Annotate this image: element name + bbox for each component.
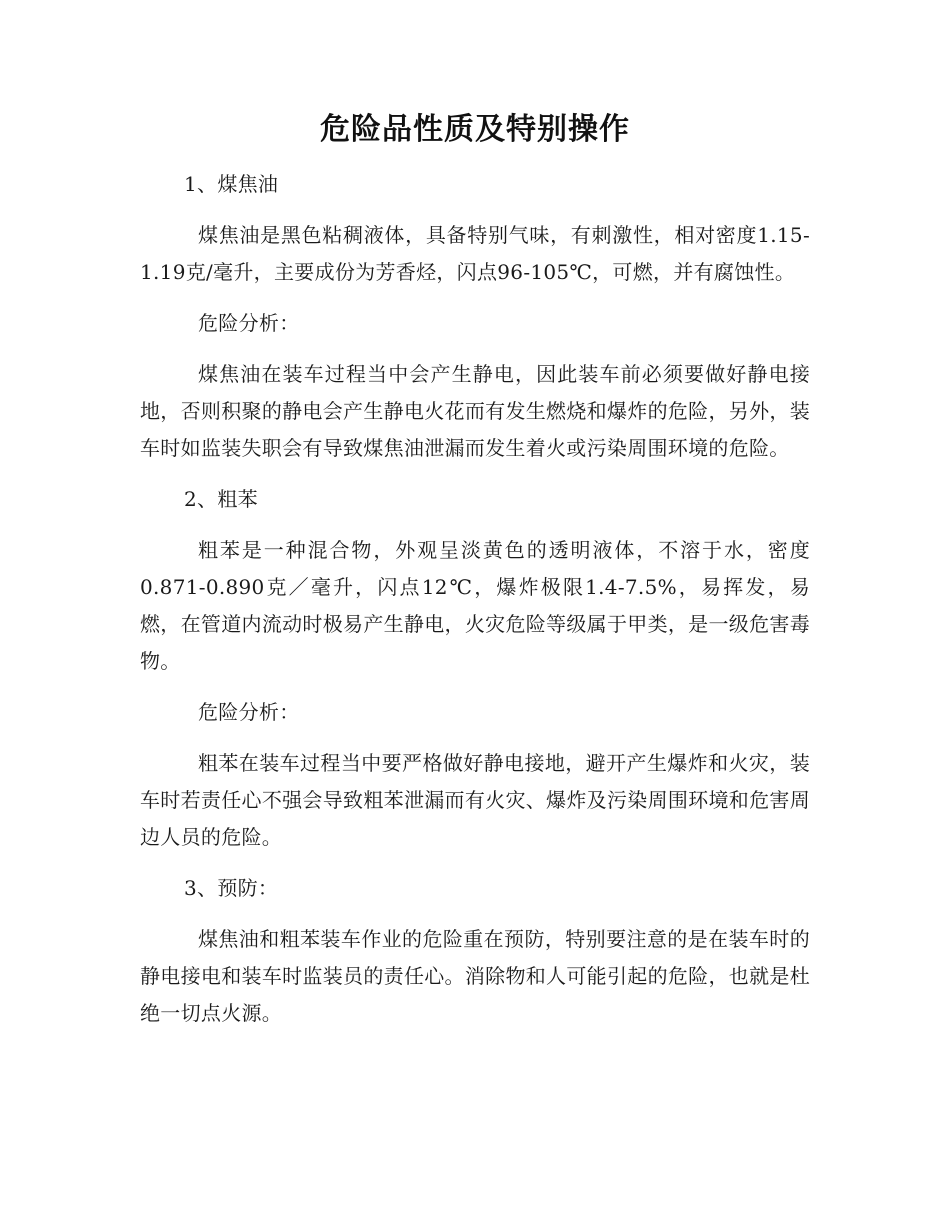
prevention-description: 煤焦油和粗苯装车作业的危险重在预防，特别要注意的是在装车时的静电接电和装车时监装员的责任心。消除物和人可能引起的危险，也就是杜绝一切点火源。 <box>140 927 810 1025</box>
document-title: 危险品性质及特别操作 <box>320 112 630 147</box>
section-heading-prevention: 3、预防： <box>184 876 279 900</box>
section-heading-crude-benzene: 2、粗苯 <box>184 487 258 511</box>
crude-benzene-analysis-heading: 危险分析： <box>198 700 300 724</box>
coal-tar-analysis: 煤焦油在装车过程当中会产生静电，因此装车前必须要做好静电接地，否则积聚的静电会产生静电火花而有发生燃烧和爆炸的危险，另外，装车时如监装失职会有导致煤焦油泄漏而发生着火或污染周围环境的危险。 <box>140 362 810 460</box>
coal-tar-analysis-heading: 危险分析： <box>198 311 300 335</box>
crude-benzene-description: 粗苯是一种混合物，外观呈淡黄色的透明液体，不溶于水，密度0.871-0.890克／毫升，闪点12℃，爆炸极限1.4-7.5%，易挥发，易燃，在管道内流动时极易产生静电，火灾危险等级属于甲类，是一级危害毒物。 <box>140 538 810 673</box>
document-body <box>140 166 810 1046</box>
section-heading-coal-tar: 1、煤焦油 <box>184 172 279 196</box>
coal-tar-description: 煤焦油是黑色粘稠液体，具备特别气味，有刺激性，相对密度1.15-1.19克/毫升，主要成份为芳香烃，闪点96-105℃，可燃，并有腐蚀性。 <box>140 223 810 284</box>
crude-benzene-analysis: 粗苯在装车过程当中要严格做好静电接地，避开产生爆炸和火灾，装车时若责任心不强会导致粗苯泄漏而有火灾、爆炸及污染周围环境和危害周边人员的危险。 <box>140 751 810 849</box>
